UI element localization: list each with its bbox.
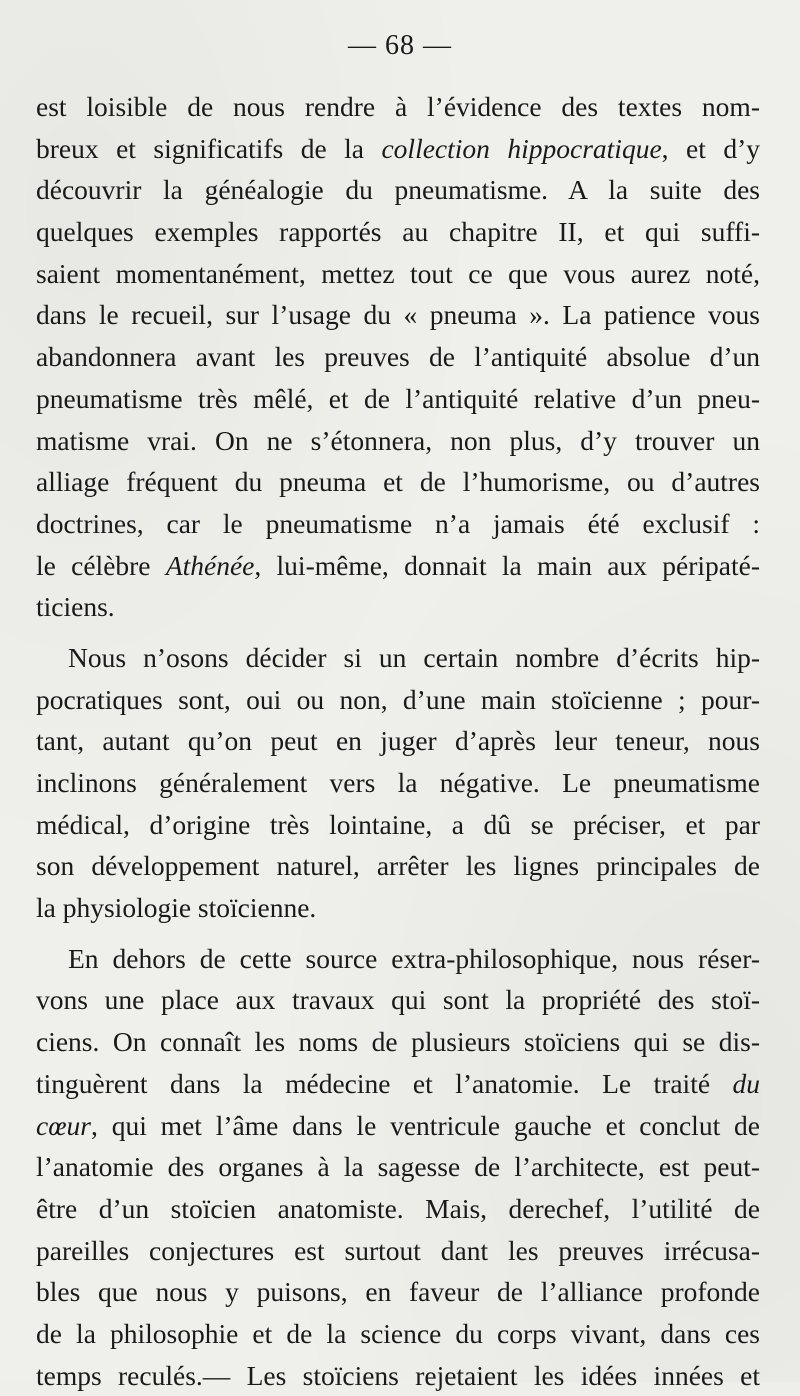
- text-line: pocratiques sont, oui ou non, d’une main stoïcienne ; pour-: [36, 683, 760, 715]
- page-number: — 68 —: [348, 30, 452, 61]
- text-line: breux et significatifs de la collection hippocratique, et d’y: [36, 132, 760, 164]
- text-line: est loisible de nous rendre à l’évidence des textes nom-: [36, 91, 760, 122]
- italic-title: collection hippocratique: [381, 132, 662, 164]
- text-line: médical, d’origine très lointaine, a dû se préciser, et par: [36, 808, 760, 840]
- text-line: tinguèrent dans la médecine et l’anatomie. Le traité du: [36, 1067, 760, 1099]
- text-line: temps reculés.— Les stoïciens rejetaient les idées innées et: [36, 1359, 760, 1391]
- italic-title: du: [732, 1067, 760, 1099]
- text-line: bles que nous y puisons, en faveur de l’alliance profonde: [36, 1276, 760, 1308]
- text-line: le célèbre Athénée, lui-même, donnait la main aux péripaté-: [36, 549, 761, 581]
- text-line: saient momentanément, mettez tout ce que vous aurez noté,: [36, 257, 760, 289]
- text-line: doctrines, car le pneumatisme n’a jamais été exclusif :: [36, 507, 760, 539]
- text-line: tant, autant qu’on peut en juger d’après leur teneur, nous: [36, 725, 760, 757]
- text-line: pareilles conjectures est surtout dant les preuves irrécusa-: [36, 1234, 760, 1266]
- text-line: quelques exemples rapportés au chapitre II, et qui suffi-: [36, 216, 760, 248]
- text-line: découvrir la généalogie du pneumatisme. A la suite des: [36, 174, 760, 206]
- text-line: pneumatisme très mêlé, et de l’antiquité relative d’un pneu-: [36, 382, 760, 414]
- italic-title: Athénée: [165, 549, 255, 581]
- text-line: ticiens.: [36, 591, 115, 623]
- text-line: alliage fréquent du pneuma et de l’humorisme, ou d’autres: [36, 466, 760, 498]
- paragraph: [36, 86, 760, 628]
- text-line: inclinons généralement vers la négative. Le pneumatisme: [36, 767, 760, 798]
- text-line: Nous n’osons décider si un certain nombre d’écrits hip-: [68, 641, 760, 673]
- text-line: dans le recueil, sur l’usage du « pneuma ». La patience vous: [36, 299, 760, 331]
- text-line: de la philosophie et de la science du corps vivant, dans ces: [36, 1317, 760, 1349]
- text-line: la physiologie stoïcienne.: [36, 892, 317, 924]
- italic-title: cœur: [36, 1109, 91, 1141]
- text-line: être d’un stoïcien anatomiste. Mais, derechef, l’utilité de: [36, 1192, 760, 1224]
- paragraph: [36, 637, 760, 929]
- paragraph: [36, 938, 760, 1396]
- text-line: cœur, qui met l’âme dans le ventricule gauche et conclut de: [36, 1109, 760, 1141]
- text-line: matisme vrai. On ne s’étonnera, non plus, d’y trouver un: [36, 424, 760, 456]
- text-line: abandonnera avant les preuves de l’antiquité absolue d’un: [36, 341, 760, 373]
- text-line: l’anatomie des organes à la sagesse de l’architecte, est peut-: [36, 1151, 760, 1183]
- text-line: son développement naturel, arrêter les lignes principales de: [36, 850, 760, 882]
- text-line: vons une place aux travaux qui sont la propriété des stoï-: [36, 984, 760, 1016]
- text-line: ciens. On connaît les noms de plusieurs stoïciens qui se dis-: [36, 1026, 760, 1058]
- body-text: [36, 86, 760, 1396]
- text-line: En dehors de cette source extra-philosophique, nous réser-: [68, 942, 760, 974]
